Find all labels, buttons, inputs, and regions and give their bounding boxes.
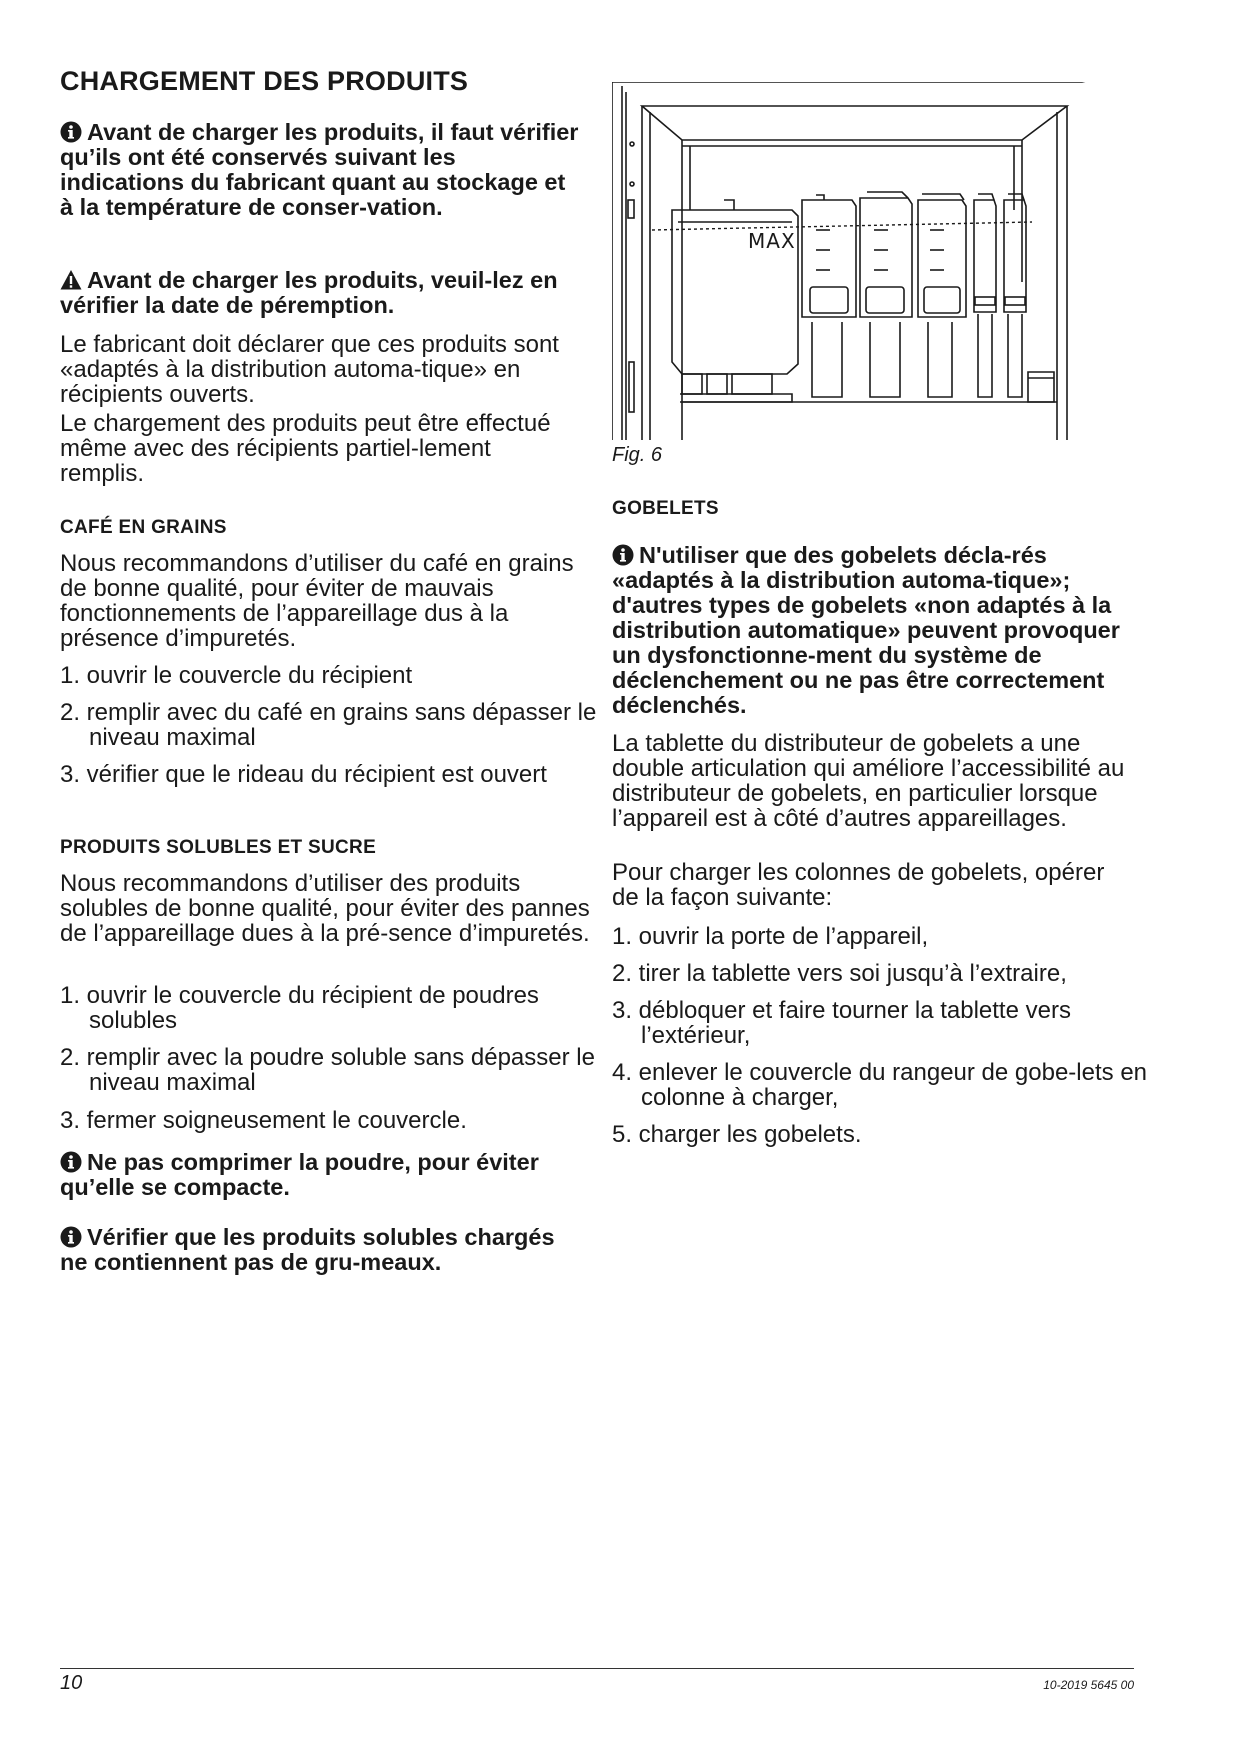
info-icon [612,544,634,566]
info-icon [60,121,82,143]
info-icon [60,1226,82,1248]
list-item: 3. fermer soigneusement le couvercle. [60,1107,467,1134]
list-item: 2. remplir avec du café en grains sans dépasser le niveau maximal [60,699,597,751]
list-item: 1. ouvrir le couvercle du récipient de poudres solubles [60,982,539,1034]
list-item: 4. enlever le couvercle du rangeur de gobe-lets en colonne à charger, [612,1059,1148,1111]
footer-divider [60,1668,1134,1669]
heading-produits-solubles: PRODUITS SOLUBLES ET SUCRE [60,837,377,858]
info-note-storage [60,120,580,220]
paragraph-tablette: La tablette du distributeur de gobelets a une double articulation qui améliore l’accessibilité au distributeur de gobelets, en particulier lorsque l’appareil est à côté d’autres appareillages. [612,730,1125,832]
list-item: 2. remplir avec la poudre soluble sans dépasser le niveau maximal [60,1044,595,1096]
figure-caption: Fig. 6 [612,444,663,466]
note-text: Vérifier que les produits solubles chargés ne contiennent pas de gru-meaux. [60,1224,555,1275]
document-reference: 10-2019 5645 00 [1043,1678,1134,1692]
info-icon [60,1151,82,1173]
list-item: 1. ouvrir la porte de l’appareil, [612,923,929,950]
list-item: 3. vérifier que le rideau du récipient est ouvert [60,761,547,788]
paragraph-charger-colonnes: Pour charger les colonnes de gobelets, opérer de la façon suivante: [612,859,1105,911]
note-text: Ne pas comprimer la poudre, pour éviter qu’elle se compacte. [60,1149,539,1200]
paragraph-cafe: Nous recommandons d’utiliser du café en grains de bonne qualité, pour éviter de mauvais fonctionnements de l’appareillage dus à la présence d’impuretés. [60,550,574,652]
info-note-cups [612,543,1137,718]
figure-machine-interior [612,82,1137,440]
page-title: CHARGEMENT DES PRODUITS [60,66,469,96]
list-item: 5. charger les gobelets. [612,1121,862,1148]
list-item: 3. débloquer et faire tourner la tablette vers l’extérieur, [612,997,1071,1049]
info-note-lumps [60,1225,560,1275]
paragraph-partial-load: Le chargement des produits peut être effectué même avec des récipients partiel-lement remplis. [60,410,551,487]
note-text: N'utiliser que des gobelets décla-rés «adaptés à la distribution automa-tique»; d'autres types de gobelets «non adaptés à la distribution automatique» peuvent provoquer un dysfonctionne-ment du système de déclenchement ou ne pas être correctement déclenchés. [612,542,1120,718]
paragraph-solubles: Nous recommandons d’utiliser des produits solubles de bonne qualité, pour éviter des pannes de l’appareillage dues à la pré-sence d’impuretés. [60,870,590,947]
note-text: Avant de charger les produits, il faut vérifier qu’ils ont été conservés suivant les indications du fabricant quant au stockage et à la température de conser-vation. [60,119,579,220]
warning-note-expiry [60,268,580,318]
heading-cafe-en-grains: CAFÉ EN GRAINS [60,517,227,538]
list-item: 2. tirer la tablette vers soi jusqu’à l’extraire, [612,960,1067,987]
page-number: 10 [60,1672,83,1694]
warning-icon [60,269,82,291]
heading-gobelets: GOBELETS [612,498,719,519]
info-note-compress [60,1150,580,1200]
paragraph-manufacturer: Le fabricant doit déclarer que ces produits sont «adaptés à la distribution automa-tique» en récipients ouverts. [60,331,559,408]
list-item: 1. ouvrir le couvercle du récipient [60,662,413,689]
max-level-label: MAX [748,229,796,253]
note-text: Avant de charger les produits, veuil-lez en vérifier la date de péremption. [60,267,558,318]
